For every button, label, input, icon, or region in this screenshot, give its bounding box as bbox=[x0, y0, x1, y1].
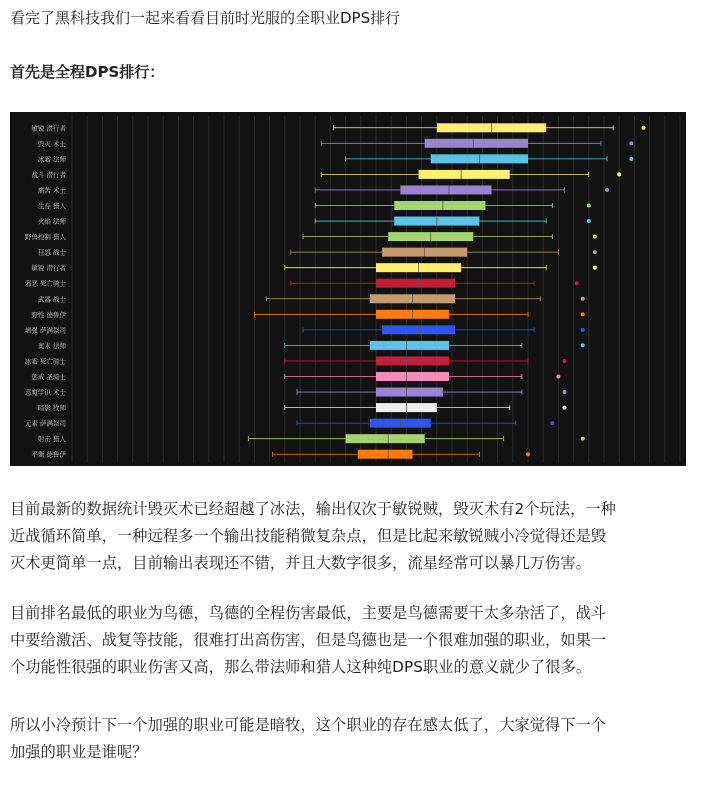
outlier-point bbox=[642, 126, 646, 130]
outlier-point bbox=[629, 141, 633, 145]
box-3 bbox=[321, 170, 621, 179]
category-label: 狂怒 战士 bbox=[37, 248, 66, 257]
box-15 bbox=[285, 356, 567, 365]
outlier-point bbox=[593, 235, 597, 239]
paragraph-2-line-3: 个功能性很强的职业伤害又高，那么带法师和猎人这种纯DPS职业的意义就少了很多。 bbox=[10, 658, 592, 676]
paragraph-1 bbox=[10, 496, 696, 577]
box-17 bbox=[297, 388, 567, 397]
section-heading: 首先是全程DPS排行： bbox=[10, 63, 165, 81]
paragraph-3-line-2: 加强的职业是谁呢？ bbox=[10, 743, 148, 761]
category-label: 毁灭 术士 bbox=[37, 139, 66, 148]
iqr-box bbox=[358, 450, 413, 459]
category-label: 战斗 潜行者 bbox=[31, 170, 66, 179]
box-6 bbox=[315, 217, 591, 226]
chart-category-labels bbox=[25, 123, 67, 458]
outlier-point bbox=[587, 204, 591, 208]
iqr-box bbox=[376, 388, 443, 397]
iqr-box bbox=[376, 356, 449, 365]
paragraph-1-line-2: 近战循环简单，一种远程多一个输出技能稍微复杂点，但是比起来敏锐贼小冷觉得还是毁 bbox=[10, 527, 607, 545]
box-21 bbox=[273, 450, 530, 459]
outlier-point bbox=[593, 250, 597, 254]
outlier-point bbox=[581, 328, 585, 332]
outlier-point bbox=[581, 343, 585, 347]
category-label: 冰霜 死亡骑士 bbox=[24, 357, 66, 366]
iqr-box bbox=[394, 201, 485, 210]
paragraph-1-line-1: 目前最新的数据统计毁灭术已经超越了冰法，输出仅次于敏锐贼，毁灭术有2个玩法，一种 bbox=[10, 500, 616, 518]
outlier-point bbox=[617, 172, 621, 176]
category-label: 奥术 法师 bbox=[37, 341, 66, 350]
iqr-box bbox=[376, 372, 449, 381]
category-label: 邪恶 死亡骑士 bbox=[24, 279, 66, 288]
category-label: 暗影 牧师 bbox=[37, 404, 66, 413]
outlier-point bbox=[605, 188, 609, 192]
box-18 bbox=[285, 403, 567, 412]
box-9 bbox=[285, 263, 597, 272]
iqr-box bbox=[376, 279, 455, 288]
category-label: 野性 德鲁伊 bbox=[31, 310, 66, 319]
box-0 bbox=[333, 123, 645, 132]
intro-text: 看完了黑科技我们一起来看看目前时光服的全职业DPS排行 bbox=[10, 9, 401, 27]
outlier-point bbox=[575, 281, 579, 285]
category-label: 恶魔学识 术士 bbox=[24, 388, 66, 397]
outlier-point bbox=[629, 157, 633, 161]
iqr-box bbox=[370, 341, 449, 350]
outlier-point bbox=[526, 452, 530, 456]
category-label: 冰霜 法师 bbox=[37, 155, 66, 164]
box-5 bbox=[315, 201, 591, 210]
box-10 bbox=[291, 279, 579, 288]
outlier-point bbox=[562, 390, 566, 394]
category-label: 元素 萨满祭司 bbox=[24, 419, 66, 428]
paragraph-2-line-2: 中要给激活、战复等技能，很难打出高伤害，但是鸟德也是一个很难加强的职业，如果一 bbox=[10, 631, 607, 649]
category-label: 平衡 德鲁伊 bbox=[31, 450, 66, 459]
paragraph-3-line-1: 所以小冷预计下一个加强的职业可能是暗牧，这个职业的存在感太低了，大家觉得下一个 bbox=[10, 716, 607, 734]
iqr-box bbox=[346, 434, 425, 443]
category-label: 敏锐 潜行者 bbox=[31, 124, 66, 133]
outlier-point bbox=[581, 297, 585, 301]
outlier-point bbox=[562, 406, 566, 410]
outlier-point bbox=[556, 375, 560, 379]
dps-boxplot-chart bbox=[10, 112, 686, 466]
box-20 bbox=[248, 434, 584, 443]
iqr-box bbox=[425, 139, 528, 148]
iqr-box bbox=[419, 170, 510, 179]
outlier-point bbox=[550, 421, 554, 425]
outlier-point bbox=[593, 266, 597, 270]
category-label: 惩戒 圣骑士 bbox=[31, 373, 66, 381]
paragraph-2-line-1: 目前排名最低的职业为鸟德，鸟德的全程伤害最低，主要是鸟德需要干太多杂活了，战斗 bbox=[10, 604, 607, 622]
category-label: 武器 战士 bbox=[37, 295, 66, 304]
category-label: 生存 猎人 bbox=[37, 202, 66, 210]
box-16 bbox=[285, 372, 561, 381]
category-label: 火焰 法师 bbox=[37, 217, 66, 226]
chart-boxes bbox=[248, 123, 645, 458]
box-1 bbox=[321, 139, 633, 148]
category-label: 痛苦 术士 bbox=[37, 186, 66, 195]
box-11 bbox=[267, 294, 585, 303]
outlier-point bbox=[581, 437, 585, 441]
box-14 bbox=[285, 341, 585, 350]
category-label: 增强 萨满祭司 bbox=[24, 326, 66, 335]
outlier-point bbox=[562, 359, 566, 363]
category-label: 野兽控制 猎人 bbox=[24, 233, 66, 242]
category-label: 射击 猎人 bbox=[37, 435, 66, 444]
box-2 bbox=[346, 154, 634, 163]
box-7 bbox=[303, 232, 597, 241]
box-4 bbox=[315, 185, 609, 194]
paragraph-2 bbox=[10, 600, 696, 681]
box-19 bbox=[297, 419, 554, 428]
iqr-box bbox=[400, 185, 491, 194]
outlier-point bbox=[587, 219, 591, 223]
paragraph-3 bbox=[10, 712, 696, 766]
chart-svg bbox=[10, 112, 686, 466]
box-12 bbox=[254, 310, 584, 319]
box-8 bbox=[291, 248, 597, 257]
paragraph-1-line-3: 灭术更简单一点，目前输出表现还不错，并且大数字很多，流星经常可以暴几万伤害。 bbox=[10, 554, 591, 572]
outlier-point bbox=[581, 312, 585, 316]
category-label: 敏锐 潜行者 bbox=[31, 264, 66, 273]
